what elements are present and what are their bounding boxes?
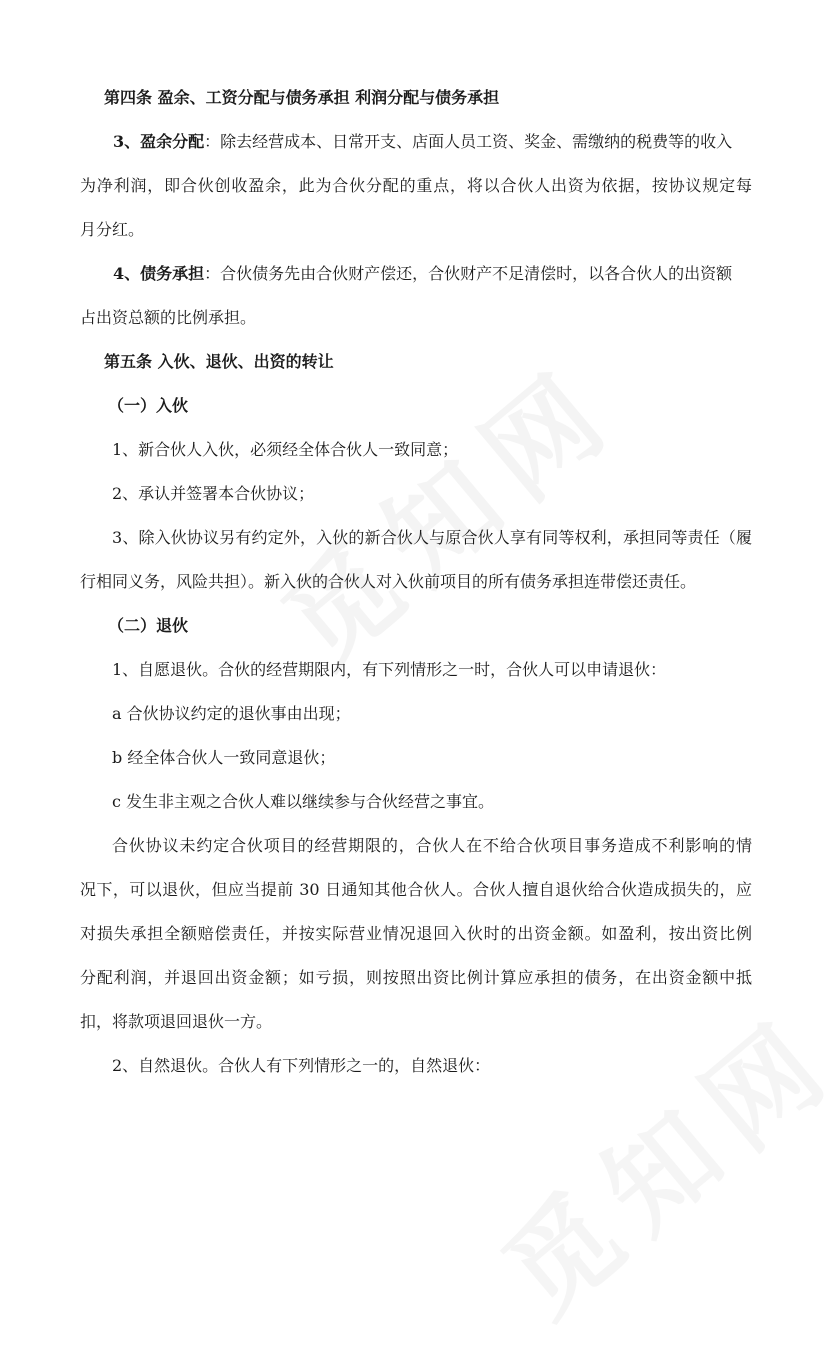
join-item-2: 2、承认并签署本合伙协议；: [112, 484, 315, 503]
withdraw-item-1: 1、自愿退伙。合伙的经营期限内，有下列情形之一时，合伙人可以申请退伙：: [112, 660, 667, 679]
withdraw-item-b: b 经全体合伙人一致同意退伙；: [112, 748, 336, 767]
paragraph-4-line-1: [113, 264, 732, 284]
watermark-text: [245, 323, 645, 695]
withdraw-para-line-3: 对损失承担全额赔偿责任，并按实际营业情况退回入伙时的出资金额。如盈利，按出资比例: [80, 924, 752, 943]
withdraw-para-line-1: 合伙协议未约定合伙项目的经营期限的，合伙人在不给合伙项目事务造成不利影响的情: [112, 836, 752, 855]
join-item-1: 1、新合伙人入伙，必须经全体合伙人一致同意；: [112, 440, 459, 459]
paragraph-3-line-3: 月分红。: [80, 220, 145, 239]
join-item-3-line-1: 3、除入伙协议另有约定外，入伙的新合伙人与原合伙人享有同等权利，承担同等责任（履: [112, 528, 752, 547]
withdraw-item-c: c 发生非主观之合伙人难以继续参与合伙经营之事宜。: [112, 792, 495, 811]
section-join-title: （一）入伙: [108, 396, 189, 415]
section-withdraw-title: （二）退伙: [108, 616, 189, 635]
paragraph-4-label: 4、债务承担: [113, 264, 205, 283]
paragraph-4-text: ：合伙债务先由合伙财产偿还，合伙财产不足清偿时，以各合伙人的出资额: [204, 264, 733, 283]
withdraw-para-line-4: 分配利润，并退回出资金额；如亏损，则按照出资比例计算应承担的债务，在出资金额中抵: [80, 968, 752, 987]
paragraph-3-text: ：除去经营成本、日常开支、店面人员工资、奖金、需缴纳的税费等的收入: [204, 132, 733, 151]
paragraph-4-line-2: 占出资总额的比例承担。: [80, 308, 257, 327]
withdraw-para-line-5: 扣，将款项退回退伙一方。: [80, 1012, 273, 1031]
join-item-3-line-2: 行相同义务，风险共担）。新入伙的合伙人对入伙前项目的所有债务承担连带偿还责任。: [80, 572, 697, 591]
withdraw-para-line-2: 况下，可以退伙，但应当提前 30 日通知其他合伙人。合伙人擅自退伙给合伙造成损失的，应: [80, 880, 752, 899]
paragraph-3-label: 3、盈余分配: [113, 132, 205, 151]
watermark-text-2: [465, 973, 830, 1345]
article-5-title: 第五条 入伙、退伙、出资的转让: [104, 352, 334, 371]
paragraph-3-line-2: 为净利润，即合伙创收盈余，此为合伙分配的重点，将以合伙人出资为依据，按协议规定每: [80, 176, 752, 195]
article-4-title: 第四条 盈余、工资分配与债务承担 利润分配与债务承担: [104, 88, 500, 107]
withdraw-item-a: a 合伙协议约定的退伙事由出现；: [112, 704, 351, 723]
withdraw-item-2: 2、自然退伙。合伙人有下列情形之一的，自然退伙：: [112, 1056, 491, 1075]
paragraph-3-line-1: [113, 132, 732, 152]
